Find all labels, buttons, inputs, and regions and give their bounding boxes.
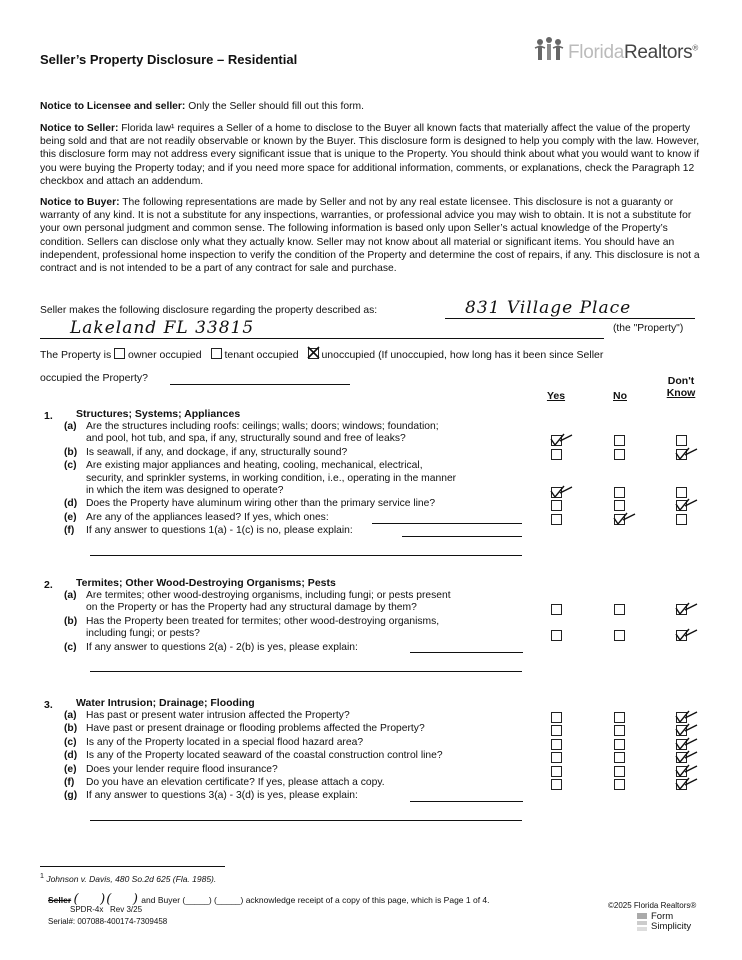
yes-checkbox[interactable] [551,752,562,763]
notice-buyer: Notice to Buyer: The following representations are made by Seller and not by any real estate licensee. This disclosure is not a guaranty or warranty of any kind. It is not a substitute for any inspections, warranties, or professional advice you may wish to obtain. It is not a substitute for your own personal judgment and common sense. The following information is based only upon Seller’s actual knowledge of the Property’s condition. Sellers can disclose only what they actually know. Seller may not know about all material or significant items. You should have an independent, professional home inspection to verify the condition of the Property and determine the cost of repairs, if any. This disclosure is not a contract and is not intended to be a part of any contract for sale and purchase. [40,197,700,275]
no-checkbox[interactable] [614,752,625,763]
form-id: SPDR-4x Rev 3/25 [70,905,143,914]
florida-realtors-logo [534,36,698,64]
no-checkbox[interactable] [614,725,625,736]
yes-checkbox[interactable] [551,766,562,777]
no-checkbox[interactable] [614,435,625,446]
occupied-since-field[interactable] [170,372,350,385]
no-checkbox[interactable] [614,766,625,777]
question-text: (a) Has past or present water intrusion affected the Property? [64,710,350,721]
question-text: (e) Does your lender require flood insurance? [64,763,278,775]
checkmark-icon [675,775,699,791]
yes-checkbox[interactable] [551,514,562,525]
yes-checkbox[interactable] [551,604,562,615]
section-number: 3. [44,699,53,711]
question-text: and pool, hot tub, and spa, if any, structurally sound and free of leaks? [86,433,406,445]
yes-checkbox[interactable] [551,449,562,460]
explain-field-line-2[interactable] [90,554,522,556]
dont-know-checkbox[interactable] [676,514,687,525]
question-text: (c) Is any of the Property located in a special flood hazard area? [64,736,364,748]
no-checkbox[interactable] [614,487,625,498]
unoccupied-checkbox[interactable] [308,348,319,359]
no-checkbox[interactable] [614,739,625,750]
yes-checkbox[interactable] [551,739,562,750]
yes-checkbox[interactable] [551,712,562,723]
question-text: (b) Is seawall, if any, and dockage, if any, structurally sound? [64,446,348,458]
yes-checkbox[interactable] [551,779,562,790]
checkmark-icon [675,496,699,512]
checkmark-icon [675,626,699,642]
col-dont-know: Don't Know [666,375,696,399]
col-yes: Yes [546,390,566,402]
question-text: (f) If any answer to questions 1(a) - 1(c) is no, please explain: [64,525,353,537]
form-title: Seller’s Property Disclosure – Residential [40,52,298,67]
occupancy-row: The Property is owner occupied tenant occupied unoccupied (If unoccupied, how long has it been since Seller [40,348,710,362]
serial-number: Serial#: 007088-400174-7309458 [48,917,168,926]
no-checkbox[interactable] [614,779,625,790]
section-title: Termites; Other Wood-Destroying Organisms; Pests [76,577,336,589]
question-text: (d) Does the Property have aluminum wiring other than the primary service line? [64,498,436,510]
question-text: (c) If any answer to questions 2(a) - 2(b) is yes, please explain: [64,641,358,653]
checkmark-icon [550,483,574,499]
question-text: in which the item was designed to operate? [86,485,284,496]
explain-field-line-2[interactable] [90,670,522,672]
checkmark-icon [613,510,637,526]
realtors-figure-icon [534,36,564,64]
no-checkbox[interactable] [614,630,625,641]
question-text: on the Property or has the Property had any structural damage by them? [86,602,417,614]
section-title: Structures; Systems; Appliances [76,408,241,420]
address-line-2-field[interactable]: Lakeland FL 33815 [40,318,604,339]
section-number: 2. [44,579,53,591]
question-text: (d) Is any of the Property located seaward of the coastal construction control line? [64,750,443,762]
explain-field-line-2[interactable] [90,819,522,821]
form-simplicity-icon [636,912,648,932]
acknowledgment-line: Seller ( )( ) and Buyer (_____) (_____) acknowledge receipt of a copy of this page, which is Page 1 of 4. [48,892,490,907]
no-checkbox[interactable] [614,604,625,615]
question-text: (c) Are existing major appliances and heating, cooling, mechanical, electrical, [64,460,423,472]
question-text: security, and sprinkler systems, in working condition, i.e., operating in the manner [86,472,457,484]
footnote-rule [40,866,225,867]
yes-checkbox[interactable] [551,725,562,736]
section-number: 1. [44,410,53,422]
property-suffix: (the "Property") [613,323,684,334]
explain-field[interactable] [410,800,523,802]
notice-licensee: Notice to Licensee and seller: Only the Seller should fill out this form. [40,101,364,112]
question-text: (a) Are termites; other wood-destroying organisms, including fungi; or pests present [64,590,451,601]
tenant-occupied-checkbox[interactable] [211,348,222,359]
notice-seller: Notice to Seller: Florida law¹ requires a Seller of a home to disclose to the Buyer all known facts that materially affect the value of the property being sold and that are not readily observable or known by the Buyer. This disclosure form is designed to help you comply with the law. However, this disclosure form may not address every significant issue that is unique to the Property. You should think about what you would want to know if you were buying the Property today; and if you need more space for additional information, comments, or explanations, check the Paragraph 12 checkbox and attach an addendum. [40,123,700,187]
explain-field[interactable] [402,535,522,537]
checkmark-icon [550,431,574,447]
no-checkbox[interactable] [614,712,625,723]
checkmark-icon [675,600,699,616]
question-text: (f) Do you have an elevation certificate? If yes, please attach a copy. [64,777,385,788]
copyright: ©2025 Florida Realtors® [608,901,697,910]
explain-field[interactable] [410,651,523,653]
question-text: (b) Has the Property been treated for termites; other wood-destroying organisms, [64,615,440,627]
col-no: No [613,390,627,402]
yes-checkbox[interactable] [551,630,562,641]
owner-occupied-checkbox[interactable] [114,348,125,359]
property-intro: Seller makes the following disclosure regarding the property described as: [40,305,378,316]
no-checkbox[interactable] [614,449,625,460]
yes-checkbox[interactable] [551,500,562,511]
footnote: $^1$ Johnson v. Davis, 480 So.2d 625 (Fla. 1985). [40,872,217,884]
logo-wordmark: FloridaRealtors® [568,42,698,63]
checkmark-icon [675,445,699,461]
question-text: (b) Have past or present drainage or flooding problems affected the Property? [64,723,425,735]
form-simplicity-logo: Form Simplicity [636,912,691,932]
question-text: including fungi; or pests? [86,628,200,640]
question-text: (e) Are any of the appliances leased? If yes, which ones: [64,511,329,523]
checkmark-icon [307,346,321,360]
address-line-1-field[interactable]: 831 Village Place [445,298,695,319]
question-text: (g) If any answer to questions 3(a) - 3(d) is yes, please explain: [64,790,358,802]
occupied-since-row: occupied the Property? [40,372,148,384]
section-title: Water Intrusion; Drainage; Flooding [76,697,255,709]
question-text: (a) Are the structures including roofs: ceilings; walls; doors; windows; foundation; [64,421,439,432]
leased-appliances-field[interactable] [372,522,522,524]
